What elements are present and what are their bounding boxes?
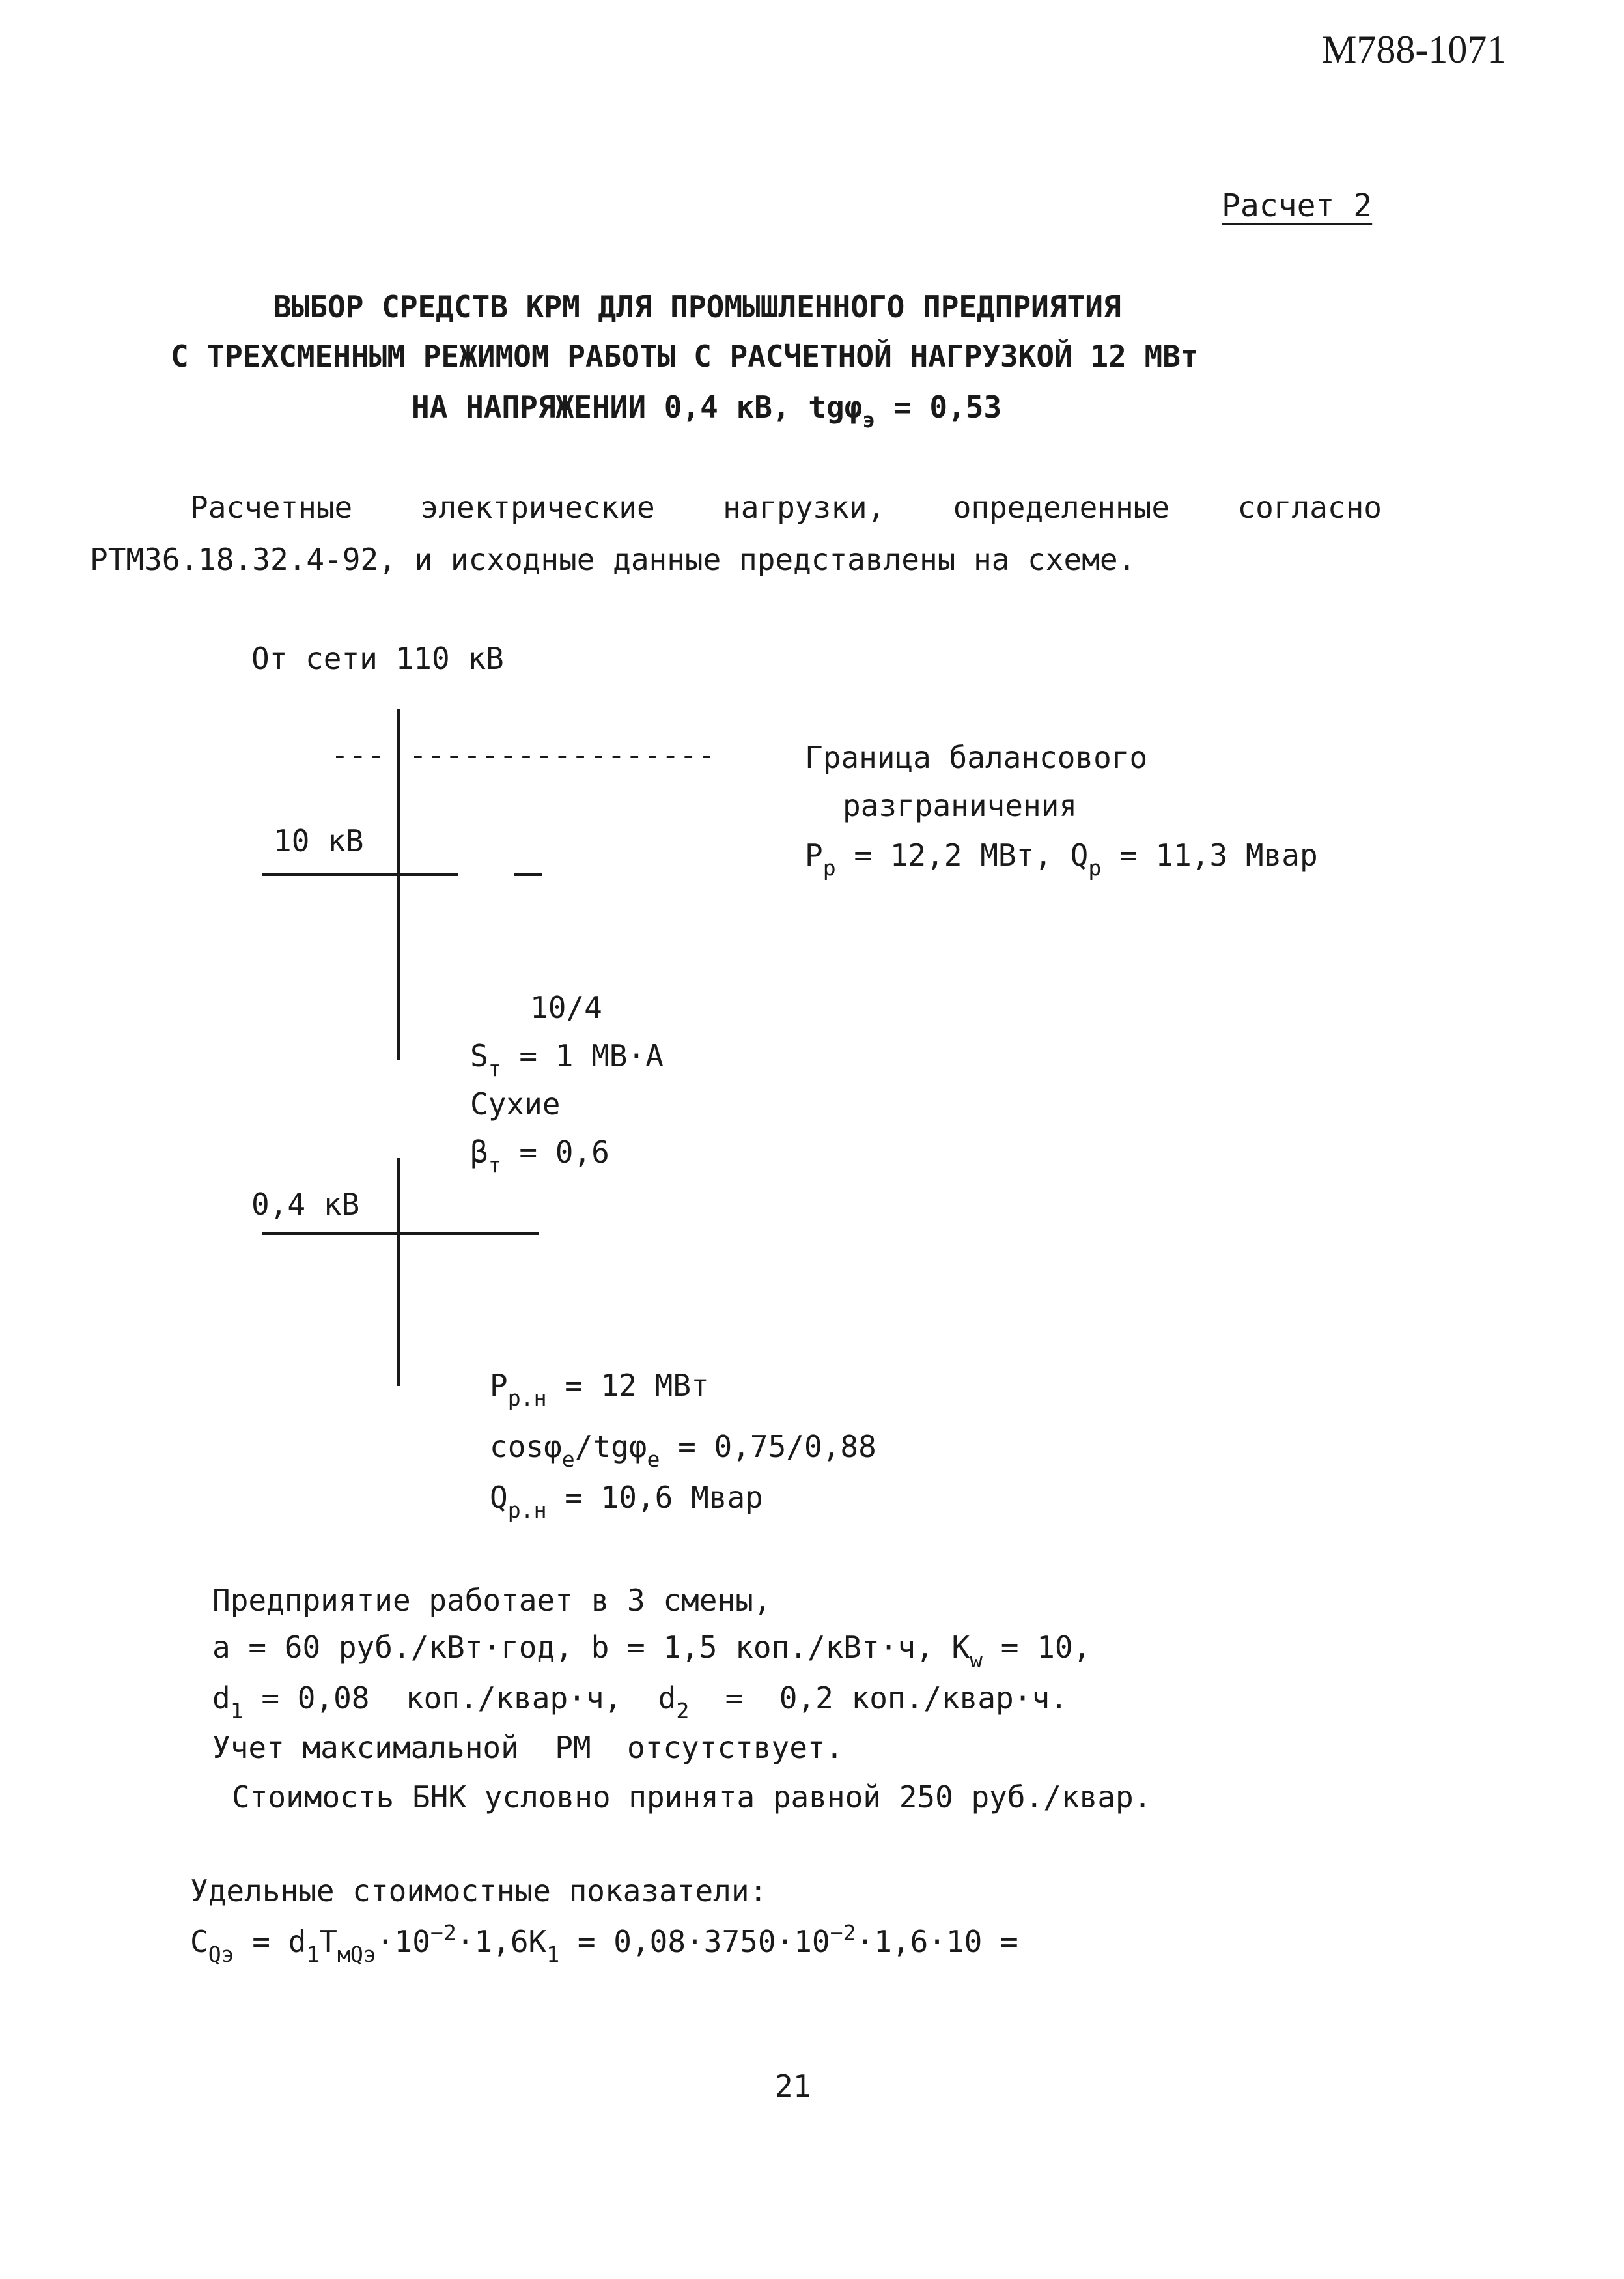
params-line-5: Стоимость БНК условно принята равной 250 руб./квар.	[232, 1779, 1152, 1815]
bus-10kv-dash	[514, 873, 542, 876]
bus-04kv	[262, 1232, 539, 1235]
bus-10kv-label: 10 кВ	[273, 823, 364, 858]
load-factor: $\beta_т = 0,6$	[470, 1135, 609, 1178]
intro-word: Расчетные	[190, 490, 353, 525]
params-line-3: $d_1 = 0,08$ коп./квар·ч, $d_2 = 0,2$ коп./квар·ч.	[212, 1680, 1068, 1723]
transformer-ratio: 10/4	[530, 990, 602, 1025]
cost-formula: $C_{Qэ} = d_1T_{мQэ}\cdot 10^{-2}\cdot 1,6K_1 = 0,08\cdot 3750\cdot 10^{-2}\cdot 1,6\cdot 10$ =	[190, 1919, 1018, 1967]
transformer-type: Сухие	[470, 1086, 561, 1122]
heading-line-1: ВЫБОР СРЕДСТВ КРМ ДЛЯ ПРОМЫШЛЕННОГО ПРЕДПРИЯТИЯ	[273, 289, 1121, 324]
boundary-label-2: разграничения	[843, 788, 1078, 823]
calc-load-pq: $P_р = 12,2$ МВт, $Q_р = 11,3$ Мвар	[805, 838, 1318, 881]
calculation-title: Расчет 2	[1222, 188, 1373, 224]
load-power-factor: cosφ$_е$/tgφ$_е$ = 0,75/0,88	[490, 1429, 876, 1472]
costs-heading: Удельные стоимостные показатели:	[190, 1873, 768, 1908]
boundary-label-1: Граница балансового	[805, 740, 1148, 775]
boundary-dashes-right: -----------------	[409, 737, 716, 772]
document-code: М788-1071	[1322, 28, 1507, 71]
heading-line-2: С ТРЕХСМЕННЫМ РЕЖИМОМ РАБОТЫ С РАСЧЕТНОЙ НАГРУЗКОЙ 12 МВт	[171, 339, 1199, 374]
params-line-1: Предприятие работает в 3 смены,	[212, 1583, 772, 1618]
source-label: От сети 110 кВ	[251, 641, 504, 676]
intro-line-1	[190, 490, 1382, 525]
heading-line-3: НА НАПРЯЖЕНИИ 0,4 кВ, tgφ$_э$ = 0,53	[412, 389, 1002, 432]
page-number: 21	[775, 2069, 811, 2104]
intro-word: электрические	[420, 490, 655, 525]
params-line-2: a = 60 руб./кВт·год, b = 1,5 коп./кВт·ч, $K_w = 10$,	[212, 1630, 1091, 1673]
low-voltage-line	[397, 1158, 400, 1386]
intro-word: нагрузки,	[723, 490, 886, 525]
transformer-power: $S_т = 1$ МВ·А	[470, 1038, 664, 1081]
params-line-4: Учет максимальной РМ отсутствует.	[212, 1730, 844, 1765]
intro-word: определенные	[953, 490, 1170, 525]
load-active-power: $P_{р.н} = 12$ МВт	[490, 1368, 709, 1411]
bus-04kv-label: 0,4 кВ	[251, 1187, 360, 1222]
bus-10kv	[262, 873, 458, 876]
load-reactive-power: $Q_{р.н} = 10,6$ Мвар	[490, 1480, 763, 1523]
intro-word: согласно	[1237, 490, 1382, 525]
main-feeder-line	[397, 709, 400, 1060]
intro-line-2: РТМ36.18.32.4-92, и исходные данные представлены на схеме.	[90, 542, 1136, 577]
boundary-dashes-left: ---	[331, 737, 385, 772]
